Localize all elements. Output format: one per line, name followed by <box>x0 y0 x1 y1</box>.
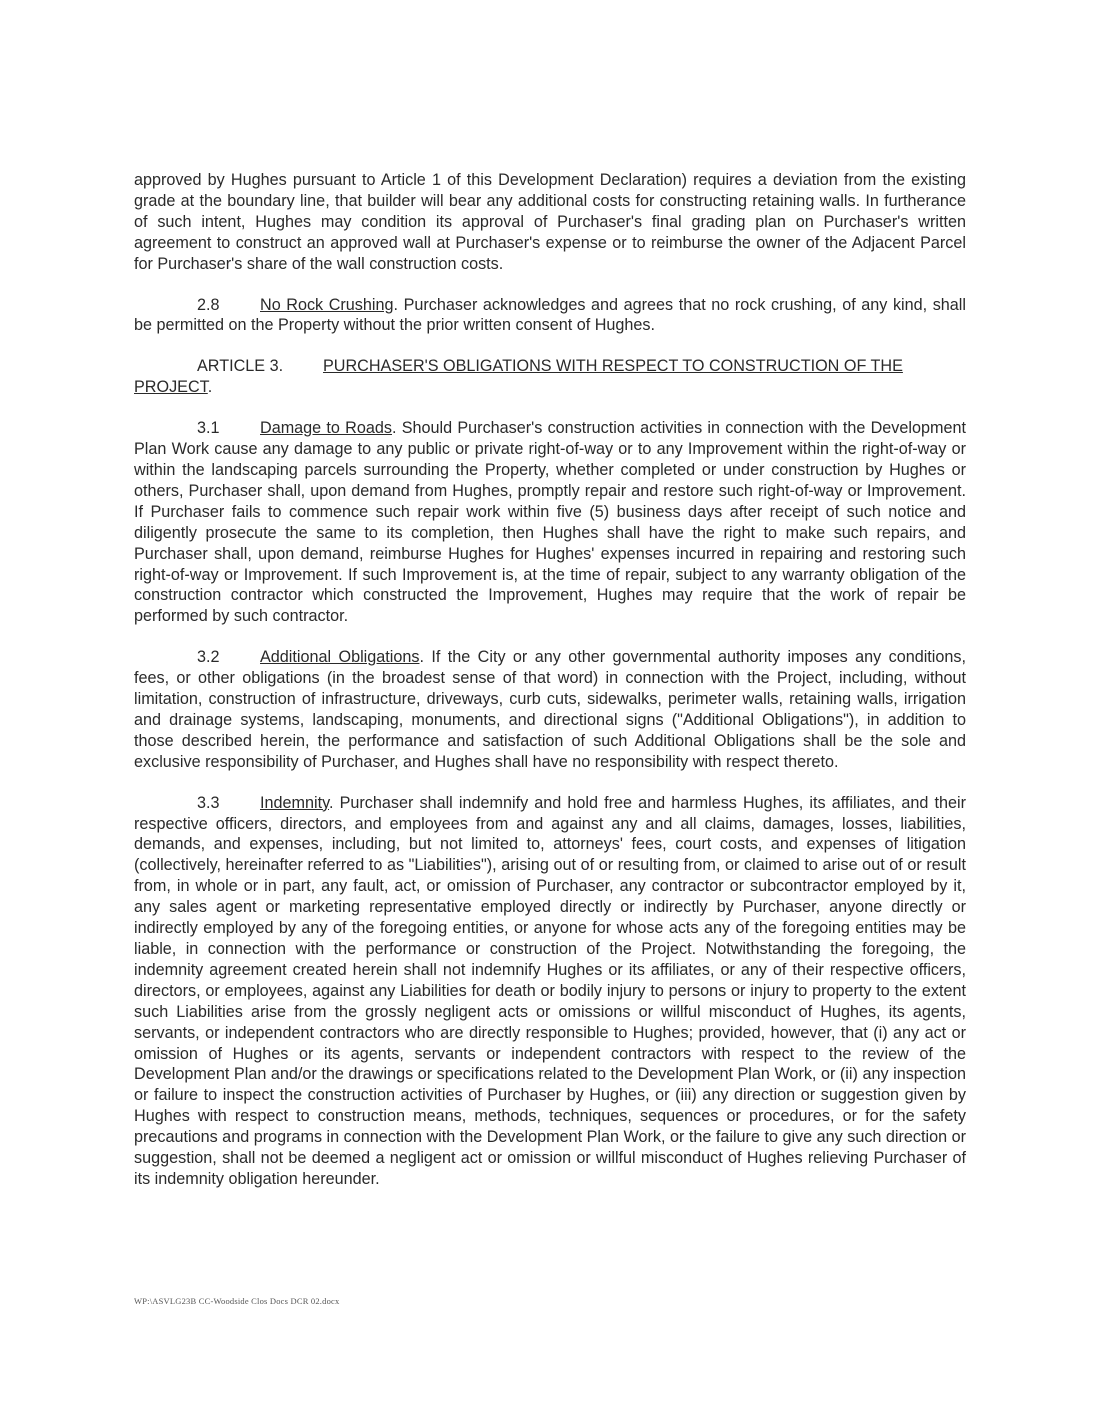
section-3-2 <box>134 647 966 772</box>
section-text: . Purchaser acknowledges and agrees that no rock crushing, of any kind, shall be permitted on the Property without the prior written consent of Hughes. <box>134 295 967 335</box>
section-heading: Additional Obligations <box>260 648 420 667</box>
section-heading: Indemnity <box>260 793 329 812</box>
document-footer-path: WP:\ASVLG23B CC-Woodside Clos Docs DCR 02.docx <box>134 1296 340 1306</box>
section-heading: No Rock Crushing <box>260 295 394 314</box>
article-title-line2: PROJECT <box>134 378 208 397</box>
section-number: 3.2 <box>197 648 220 667</box>
section-text: . Should Purchaser's construction activities in connection with the Development Plan Work cause any damage to any public or private right-of-way or to any Improvement within the right-of-way or within the landscaping parcels surrounding the Property, whether completed or under construction by Hughes or others, Purchaser shall, upon demand from Hughes, promptly repair and restore such right-of-way or Improvement. If Purchaser fails to commence such repair work within five (5) business days after receipt of such notice and diligently prosecute the same to its completion, then Hughes shall have the right to make such repairs, and Purchaser shall, upon demand, reimburse Hughes for Hughes' expenses incurred in repairing and restoring such right-of-way or Improvement. If such Improvement is, at the time of repair, subject to any warranty obligation of the construction contractor which constructed the Improvement, Hughes may require that the work of repair be performed by such contractor. <box>134 419 966 626</box>
section-3-1 <box>134 418 966 627</box>
section-2-8 <box>134 295 966 337</box>
intro-paragraph: approved by Hughes pursuant to Article 1 of this Development Declaration) requires a deviation from the existing grade at the boundary line, that builder will bear any additional costs for constructing retaining walls. In furtherance of such intent, Hughes may condition its approval of Purchaser's final grading plan on Purchaser's written agreement to construct an approved wall at Purchaser's expense or to reimburse the owner of the Adjacent Parcel for Purchaser's share of the wall construction costs. <box>134 171 966 273</box>
article-label: ARTICLE 3. <box>197 357 284 376</box>
section-text: . Purchaser shall indemnify and hold free and harmless Hughes, its affiliates, and their respective officers, directors, and employees from and against any and all claims, damages, losses, liabilities, demands, and expenses, including, but not limited to, attorneys' fees, court costs, and expenses of litigation (collectively, hereinafter referred to as "Liabilities"), arising out of or resulting from, or claimed to arise out of or result from, in whole or in part, any fault, act, or omission of Purchaser, any contractor or subcontractor employed by it, any sales agent or marketing representative employed directly or indirectly by Purchaser, anyone directly or indirectly employed by any of the foregoing entities, or anyone for whose acts any of the foregoing entities may be liable, in connection with the performance or construction of the Project. Notwithstanding the foregoing, the indemnity agreement created herein shall not indemnify Hughes or its affiliates, or any of their respective officers, directors, or employees, against any Liabilities for death or bodily injury to persons or injury to property to the extent such Liabilities arise from the grossly negligent acts or omissions or willful misconduct of Hughes, its agents, servants, or independent contractors who are directly responsible to Hughes; provided, however, that (i) any act or omission of Hughes or its agents, servants or independent contractors with respect to the review of the Development Plan and/or the drawings or specifications related to the Development Plan Work, or (ii) any inspection or failure to inspect the construction activities of Purchaser by Hughes, or (iii) any direction or suggestion given by Hughes with respect to construction means, methods, techniques, sequences or procedures, or for the safety precautions and programs in connection with the Development Plan Work, or the failure to give any such direction or suggestion, shall not be deemed a negligent act or omission or willful misconduct of Hughes relieving Purchaser of its indemnity obligation hereunder. <box>134 793 967 1188</box>
article-title-line1: PURCHASER'S OBLIGATIONS WITH RESPECT TO CONSTRUCTION OF THE <box>323 357 903 376</box>
section-text: . If the City or any other governmental authority imposes any conditions, fees, or other obligations (in the broadest sense of that word) in connection with the Project, including, without limitation, construction of infrastructure, driveways, curb cuts, sidewalks, perimeter walls, retaining walls, irrigation and drainage systems, landscaping, monuments, and directional signs ("Additional Obligations"), in addition to those described herein, the performance and satisfaction of such Additional Obligations shall be the sole and exclusive responsibility of Purchaser, and Hughes shall have no responsibility with respect thereto. <box>134 648 966 771</box>
section-number: 3.1 <box>197 419 220 438</box>
section-number: 2.8 <box>197 295 220 314</box>
section-number: 3.3 <box>197 793 220 812</box>
document-page <box>134 170 966 1190</box>
article-heading <box>134 356 966 398</box>
section-heading: Damage to Roads <box>260 419 392 438</box>
section-3-3 <box>134 793 966 1190</box>
article-title-end: . <box>207 378 213 397</box>
